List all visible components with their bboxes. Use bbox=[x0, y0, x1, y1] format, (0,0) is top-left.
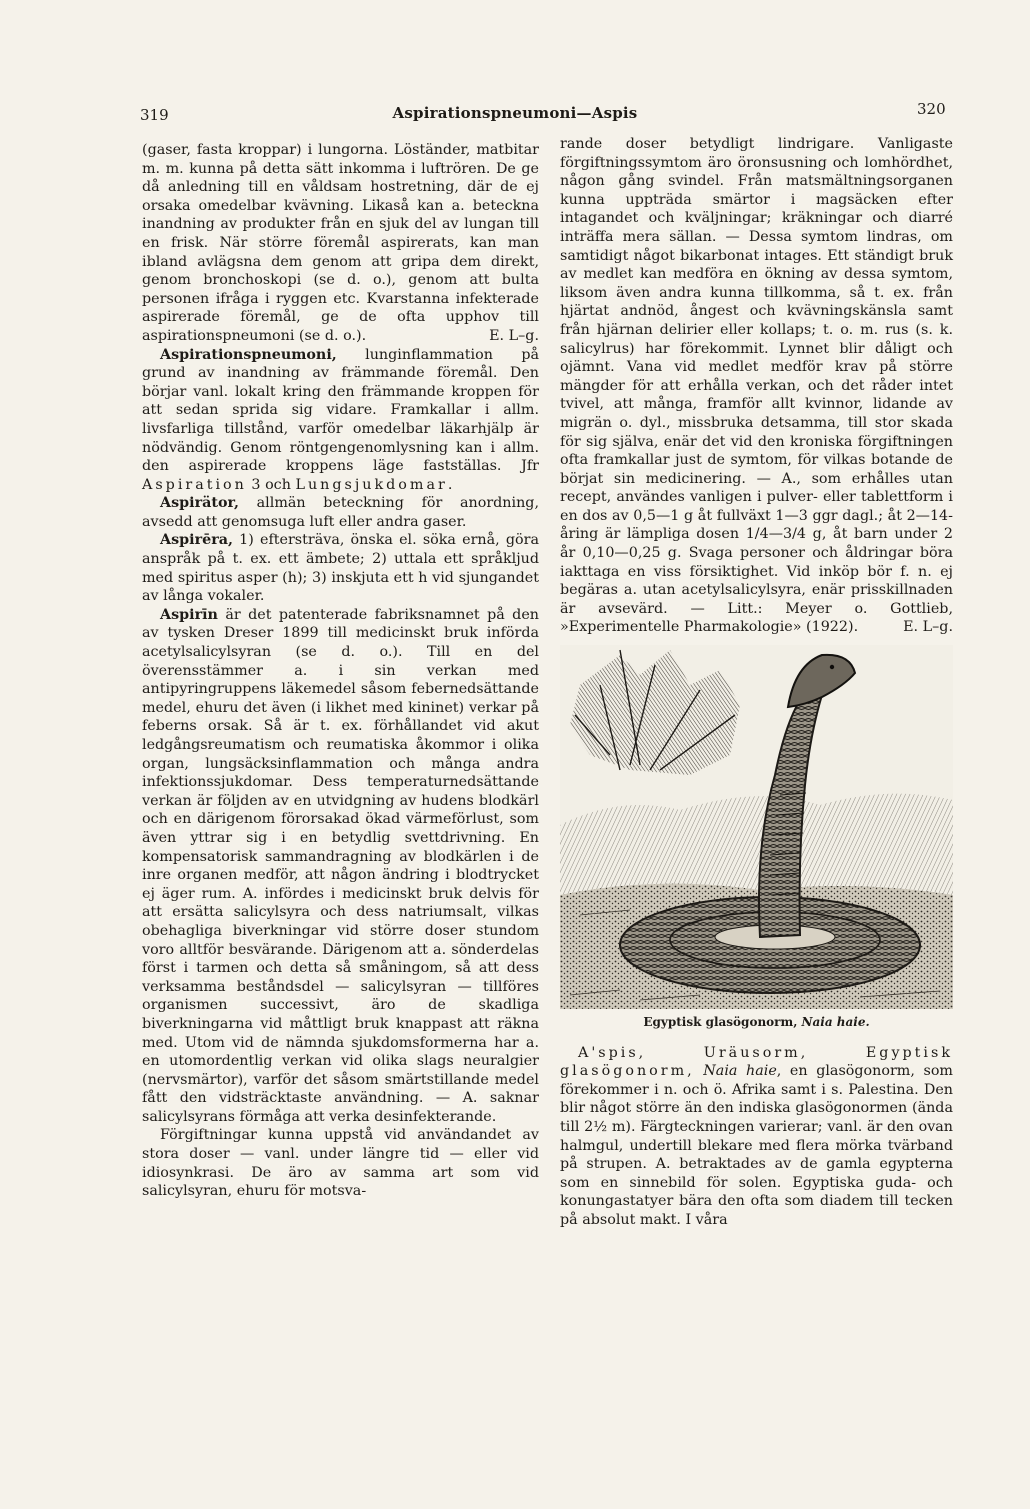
entry-aspirin bbox=[142, 606, 539, 1127]
paragraph-aspiration-end bbox=[142, 141, 539, 346]
entry-aspis bbox=[560, 1044, 953, 1230]
entry-text: 3 och bbox=[246, 476, 296, 493]
left-column bbox=[142, 141, 539, 1201]
headword: Aspirīn bbox=[160, 606, 218, 623]
entry-text: 1) eftersträva, önska el. söka ernå, göra anspråk på t. ex. ett ämbete; 2) uttala ett språkljud med spiritus asper (h); 3) inskjuta ett h vid sjungandet av långa vokaler. bbox=[142, 532, 539, 605]
entry-text: allmän beteckning för anordning, avsedd att genomsuga luft eller andra gaser. bbox=[142, 495, 539, 530]
cross-reference: Aspiration bbox=[142, 476, 247, 493]
entry-aspirationspneumoni bbox=[142, 346, 539, 495]
headword: Aspirēra, bbox=[160, 532, 233, 549]
paragraph-aspirin-continued bbox=[560, 135, 953, 637]
cobra-illustration bbox=[560, 645, 953, 1009]
page-number-right: 320 bbox=[917, 100, 946, 118]
author-signature: E. L–g. bbox=[489, 327, 539, 344]
headword: Aspirationspneumoni, bbox=[160, 346, 337, 363]
entry-text: . bbox=[447, 476, 453, 493]
cobra-engraving bbox=[560, 645, 953, 1009]
caption-species: Naia haie. bbox=[801, 1015, 870, 1030]
entry-aspirera bbox=[142, 531, 539, 605]
figure-caption bbox=[560, 1013, 953, 1032]
cross-reference: Lungsjukdomar bbox=[295, 476, 448, 493]
snake-eye bbox=[830, 665, 834, 669]
headword: A'spis, Uräusorm, Egyptisk glasögonorm, bbox=[560, 1044, 953, 1080]
caption-text: Egyptisk glasögonorm, bbox=[643, 1015, 802, 1030]
right-column bbox=[560, 135, 953, 1230]
author-signature: E. L–g. bbox=[903, 619, 953, 636]
running-head: Aspirationspneumoni—Aspis bbox=[392, 104, 638, 122]
entry-text: lunginflammation på grund av inandning av främmande föremål. Den börjar vanl. lokalt kring den främmande kroppen för att sedan sprida sig vidare. Framkallar i allm. livsfarliga tillstånd, varför omedelbar läkarhjälp är nödvändig. Genom röntgengenomlysning kan i allm. den aspirerade kroppens läge fastställas. Jfr bbox=[142, 346, 539, 475]
paragraph-forgiftningar: Förgiftningar kunna uppstå vid användandet av stora doser — vanl. under längre tid — eller vid idiosynkrasi. De äro av samma art som vid salicylsyran, ehuru för motsva- bbox=[142, 1127, 539, 1200]
entry-text: , en glasögonorm, som förekommer i n. och ö. Afrika samt i s. Palestina. Den blir något större än den indiska glasögonormen (ända till 2½ m). Färgteckningen varierar; vanl. är den ovan halmgul, undertill blekare med flera mörka tvärband på strupen. A. betraktades av de gamla egypterna som en sinnebild för solen. Egyptiska guda- och konungastatyer bära den ofta som diadem till tecken på absolut makt. I våra bbox=[560, 1063, 953, 1228]
entry-text: är det patenterade fabriksnamnet på den av tysken Dreser 1899 till medicinskt bruk införda acetylsalicylsyran (se d. o.). Till en del överensstämmer a. i sin verkan med antipyringruppens läkemedel såsom febernedsättande medel, ehuru det även (i likhet med kininet) verkar på feberns orsak. Så är t. ex. förhållandet vid akut ledgångsreumatism och reumatiska åkommor i olika organ, lungsäcksinflammation och många andra infektionssjukdomar. Dess temperaturnedsättande verkan är följden av en utvidgning av hudens blodkärl och en därigenom förorsakad ökad värmeförlust, som även yttrar sig i en betydlig svettdrivning. En kompensatorisk sammandragning av blodkärlen i de inre organen medför, att någon ändring i blodtrycket ej äger rum. A. infördes i medicinskt bruk delvis för att ersätta salicylsyra och dess natriumsalt, vilkas obehagliga biverkningar vid större doser stundom voro alltför besvärande. Därigenom att a. sönderdelas först i tarmen och detta så småningom, så att dess verksamma beståndsdel — salicylsyran — tillföres organismen successivt, äro de skadliga biverkningarna vid måttligt bruk knappast att räkna med. Utom vid de nämnda sjukdomsformerna har a. en utomordentlig verkan vid olika slags neuralgier (nervsmärtor), varför det såsom smärtstillande medel fått den vidsträcktaste användning. — A. saknar salicylsyrans förmåga att verka desinfekterande. bbox=[142, 606, 539, 1125]
page-number-left: 319 bbox=[140, 106, 169, 124]
species-name: Naia haie bbox=[703, 1063, 777, 1080]
page-header bbox=[0, 100, 1030, 128]
paragraph-text: rande doser betydligt lindrigare. Vanligaste förgiftningssymtom äro öronsusning och lomhördhet, någon gång svindel. Från matsmältningsorganen kunna uppträda smärtor i magsäcken efter intagandet och kväljningar; kräkningar och diarré inträffa mera sällan. — Dessa symtom lindras, om samtidigt något bikarbonat intages. Ett ständigt bruk av medlet kan medföra en ökning av dessa symtom, liksom även andra kunna tillkomma, så t. ex. från hjärtat andnöd, ångest och kvävningskänsla samt från hjärnan delirier eller kollaps; t. o. m. rus (s. k. salicylrus) har förekommit. Lynnet blir dåligt och ojämnt. Vana vid medlet medför krav på större mängder för att erhålla verkan, och det råder intet tvivel, att många, framför allt kvinnor, lidande av migrän o. dyl., missbruka detsamma, till stor skada för sig själva, enär det vid den kroniska förgiftningen ofta framkallar just de symtom, för vilkas botande de börjat sin medicinering. — A., som erhålles utan recept, användes vanligen i pulver- eller tablettform i en dos av 0,5—1 g åt fullväxt 1—3 ggr dagl.; åt 2—14-åring är lämpliga dosen 1/4—3/4 g, åt barn under 2 år 0,10—0,25 g. Svaga personer och åldringar böra iakttaga en viss försiktighet. Vid inköp bör f. n. ej begäras a. utan acetylsalicylsyra, enär prisskillnaden är avsevärd. — Litt.: Meyer o. Gottlieb, »Experimentelle Pharmakologie» (1922). bbox=[560, 136, 953, 636]
paragraph-text: (gaser, fasta kroppar) i lungorna. Löständer, matbitar m. m. kunna på detta sätt inkomma i luftrören. De ge då anledning till en våldsam hostretning, där de ej orsaka omedelbar kvävning. Likaså kan a. beteckna inandning av produkter från en sjuk del av lungan till en frisk. När större föremål aspirerats, kan man ibland avlägsna dem genom att gripa dem direkt, genom bronchoskopi (se d. o.), genom att bulta personen ifråga i ryggen etc. Kvarstanna infekterade aspirerade föremål, ge de ofta upphov till aspirationspneumoni (se d. o.). bbox=[142, 142, 539, 344]
headword: Aspirätor, bbox=[160, 495, 239, 512]
entry-aspirator bbox=[142, 494, 539, 531]
